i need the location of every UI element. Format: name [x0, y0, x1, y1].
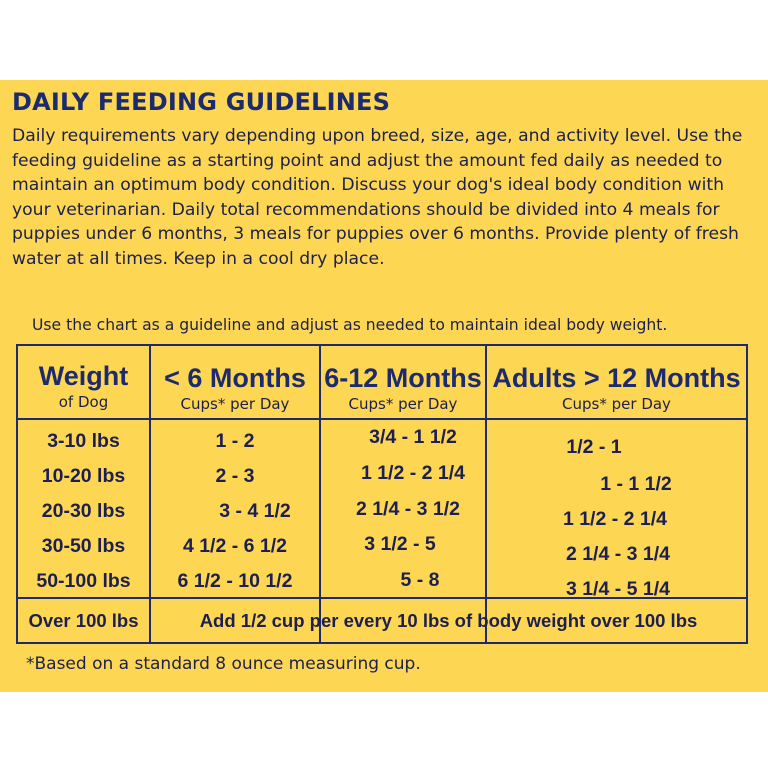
intro-paragraph: Daily requirements vary depending upon breed, size, age, and activity level. Use the feeding guideline as a starting point and adjust the amount fed daily as needed to maintain an optimum body condition. Discuss your dog's ideal body condition with your veterinarian. Daily total recommendations should be divided into 4 meals for puppies under 6 months, 3 meals for puppies over 6 months. Provide plenty of fresh water at all times. Keep in a cool dry place. [12, 126, 743, 269]
weight-cell: 10-20 lbs [41, 465, 126, 487]
adult-cell: 2 1/4 - 3 1/4 [565, 543, 671, 565]
weight-cell: 3-10 lbs [47, 430, 120, 452]
header-weight [18, 360, 149, 412]
adult-cell: 1/2 - 1 [566, 436, 622, 458]
weight-cell: 20-30 lbs [41, 500, 126, 522]
adult-cell: 1 1/2 - 2 1/4 [562, 508, 668, 530]
chart-note: Use the chart as a guideline and adjust as needed to maintain ideal body weight. [32, 316, 668, 334]
header-divider [18, 418, 746, 420]
six-to-twelve-cell: 2 1/4 - 3 1/2 [355, 498, 461, 520]
weight-cell-over-100: Over 100 lbs [28, 610, 139, 631]
six-to-twelve-cell: 1 1/2 - 2 1/4 [360, 462, 466, 484]
header-under-6-months [151, 362, 319, 414]
six-to-twelve-cell: 3 1/2 - 5 [364, 533, 436, 555]
under-6-cell: 1 - 2 [215, 430, 255, 452]
weight-cell: 50-100 lbs [36, 570, 131, 592]
header-6-12-sub: Cups* per Day [348, 395, 458, 413]
under-6-cell: 6 1/2 - 10 1/2 [177, 570, 293, 592]
weight-cell: 30-50 lbs [41, 535, 126, 557]
header-adults-title: Adults > 12 Months [492, 363, 741, 393]
page-title: DAILY FEEDING GUIDELINES [12, 88, 391, 116]
adult-cell: 1 - 1 1/2 [600, 473, 672, 495]
feeding-table [16, 344, 748, 644]
feeding-guidelines-panel [0, 80, 768, 692]
header-weight-sub: of Dog [58, 393, 109, 411]
header-weight-title: Weight [38, 361, 129, 391]
header-under-6-sub: Cups* per Day [180, 395, 290, 413]
header-adults-sub: Cups* per Day [562, 395, 671, 413]
header-6-12-months [321, 362, 485, 414]
header-6-12-title: 6-12 Months [324, 363, 482, 393]
under-6-cell: 4 1/2 - 6 1/2 [182, 535, 288, 557]
under-6-cell: 3 - 4 1/2 [219, 500, 291, 522]
six-to-twelve-cell: 3/4 - 1 1/2 [369, 426, 457, 448]
six-to-twelve-cell: 5 - 8 [400, 569, 440, 591]
under-6-cell: 2 - 3 [215, 465, 255, 487]
over-100-note: Add 1/2 cup per every 10 lbs of body weight over 100 lbs [199, 610, 698, 631]
header-under-6-title: < 6 Months [164, 363, 306, 393]
footnote: *Based on a standard 8 ounce measuring cup. [26, 654, 421, 674]
adult-cell: 3 1/4 - 5 1/4 [565, 578, 671, 600]
header-adults [487, 362, 746, 414]
